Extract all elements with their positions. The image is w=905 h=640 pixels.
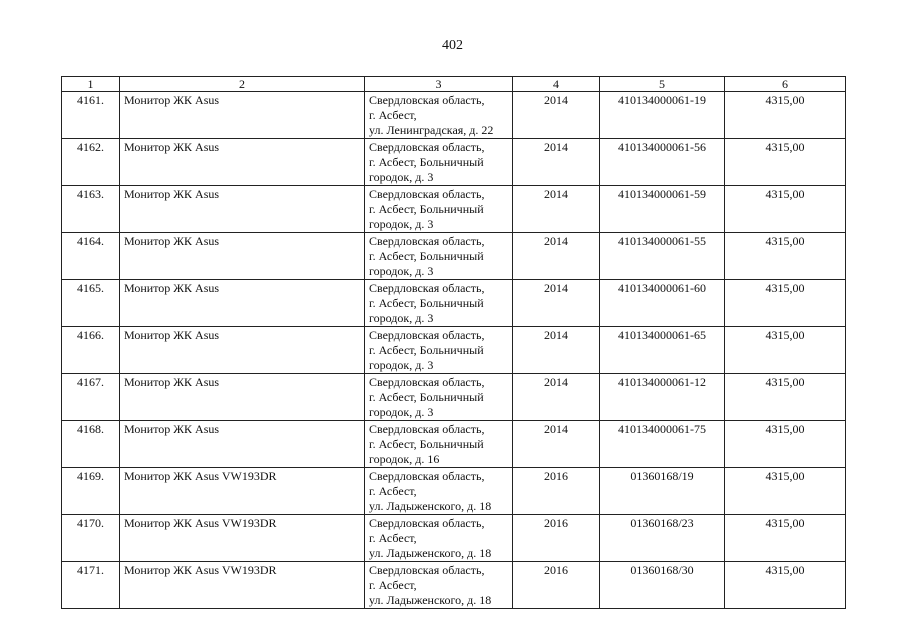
address-line-city: г. Асбест, [369, 578, 417, 592]
address-line-street: ул. Ладыженского, д. 18 [369, 593, 492, 607]
row-number: 4170. [62, 515, 120, 562]
item-year: 2014 [513, 186, 600, 233]
item-name: Монитор ЖК Asus [120, 139, 365, 186]
item-cost: 4315,00 [725, 515, 846, 562]
address-line-city: г. Асбест, Больничный [369, 249, 484, 263]
item-year: 2014 [513, 374, 600, 421]
address-line-street: городок, д. 3 [369, 170, 434, 184]
address-line-region: Свердловская область, [369, 422, 485, 436]
table-header [62, 77, 846, 92]
address-line-region: Свердловская область, [369, 375, 485, 389]
item-year: 2016 [513, 562, 600, 609]
column-header-5: 5 [600, 77, 725, 92]
item-year: 2014 [513, 233, 600, 280]
item-year: 2014 [513, 327, 600, 374]
address-line-street: городок, д. 3 [369, 358, 434, 372]
item-inventory-number: 410134000061-59 [600, 186, 725, 233]
column-header-1: 1 [62, 77, 120, 92]
item-name: Монитор ЖК Asus VW193DR [120, 515, 365, 562]
row-number: 4162. [62, 139, 120, 186]
row-number: 4169. [62, 468, 120, 515]
table-row [62, 421, 846, 468]
table-row [62, 233, 846, 280]
address-line-city: г. Асбест, [369, 108, 417, 122]
item-year: 2016 [513, 515, 600, 562]
item-name: Монитор ЖК Asus [120, 374, 365, 421]
table-body [62, 92, 846, 609]
item-address [365, 562, 513, 609]
table-row [62, 562, 846, 609]
item-cost: 4315,00 [725, 468, 846, 515]
item-inventory-number: 01360168/19 [600, 468, 725, 515]
row-number: 4167. [62, 374, 120, 421]
address-line-region: Свердловская область, [369, 281, 485, 295]
address-line-city: г. Асбест, [369, 531, 417, 545]
table-row [62, 186, 846, 233]
item-name: Монитор ЖК Asus VW193DR [120, 562, 365, 609]
address-line-region: Свердловская область, [369, 234, 485, 248]
row-number: 4161. [62, 92, 120, 139]
table-row [62, 515, 846, 562]
address-line-city: г. Асбест, Больничный [369, 437, 484, 451]
address-line-region: Свердловская область, [369, 187, 485, 201]
item-address [365, 515, 513, 562]
address-line-city: г. Асбест, Больничный [369, 155, 484, 169]
item-address [365, 327, 513, 374]
row-number: 4171. [62, 562, 120, 609]
item-name: Монитор ЖК Asus [120, 233, 365, 280]
item-address [365, 374, 513, 421]
address-line-street: городок, д. 3 [369, 217, 434, 231]
item-address [365, 280, 513, 327]
header-row [62, 77, 846, 92]
address-line-city: г. Асбест, Больничный [369, 343, 484, 357]
item-inventory-number: 410134000061-75 [600, 421, 725, 468]
item-address [365, 233, 513, 280]
item-name: Монитор ЖК Asus [120, 421, 365, 468]
address-line-region: Свердловская область, [369, 140, 485, 154]
item-inventory-number: 01360168/23 [600, 515, 725, 562]
table-row [62, 374, 846, 421]
address-line-region: Свердловская область, [369, 328, 485, 342]
table-row [62, 280, 846, 327]
item-cost: 4315,00 [725, 280, 846, 327]
address-line-street: городок, д. 3 [369, 311, 434, 325]
row-number: 4163. [62, 186, 120, 233]
item-inventory-number: 01360168/30 [600, 562, 725, 609]
item-inventory-number: 410134000061-12 [600, 374, 725, 421]
address-line-city: г. Асбест, Больничный [369, 296, 484, 310]
item-year: 2016 [513, 468, 600, 515]
address-line-street: ул. Ладыженского, д. 18 [369, 546, 492, 560]
address-line-street: городок, д. 3 [369, 264, 434, 278]
item-name: Монитор ЖК Asus [120, 92, 365, 139]
item-inventory-number: 410134000061-55 [600, 233, 725, 280]
table-row [62, 139, 846, 186]
column-header-3: 3 [365, 77, 513, 92]
item-cost: 4315,00 [725, 562, 846, 609]
row-number: 4165. [62, 280, 120, 327]
item-address [365, 468, 513, 515]
table-row [62, 92, 846, 139]
address-line-region: Свердловская область, [369, 563, 485, 577]
asset-registry-table [61, 76, 846, 609]
item-inventory-number: 410134000061-56 [600, 139, 725, 186]
address-line-street: ул. Ладыженского, д. 18 [369, 499, 492, 513]
item-cost: 4315,00 [725, 139, 846, 186]
column-header-4: 4 [513, 77, 600, 92]
item-name: Монитор ЖК Asus [120, 280, 365, 327]
item-inventory-number: 410134000061-19 [600, 92, 725, 139]
item-address [365, 92, 513, 139]
address-line-region: Свердловская область, [369, 93, 485, 107]
item-name: Монитор ЖК Asus [120, 327, 365, 374]
address-line-city: г. Асбест, Больничный [369, 202, 484, 216]
table-row [62, 327, 846, 374]
table-row [62, 468, 846, 515]
item-inventory-number: 410134000061-60 [600, 280, 725, 327]
address-line-street: городок, д. 16 [369, 452, 440, 466]
row-number: 4164. [62, 233, 120, 280]
address-line-region: Свердловская область, [369, 469, 485, 483]
item-cost: 4315,00 [725, 374, 846, 421]
page-number: 402 [442, 38, 463, 53]
row-number: 4166. [62, 327, 120, 374]
column-header-6: 6 [725, 77, 846, 92]
address-line-region: Свердловская область, [369, 516, 485, 530]
row-number: 4168. [62, 421, 120, 468]
address-line-street: городок, д. 3 [369, 405, 434, 419]
item-cost: 4315,00 [725, 421, 846, 468]
item-year: 2014 [513, 92, 600, 139]
item-address [365, 421, 513, 468]
item-address [365, 186, 513, 233]
item-address [365, 139, 513, 186]
item-year: 2014 [513, 421, 600, 468]
item-inventory-number: 410134000061-65 [600, 327, 725, 374]
item-year: 2014 [513, 280, 600, 327]
item-cost: 4315,00 [725, 186, 846, 233]
address-line-city: г. Асбест, [369, 484, 417, 498]
item-cost: 4315,00 [725, 92, 846, 139]
item-name: Монитор ЖК Asus VW193DR [120, 468, 365, 515]
address-line-city: г. Асбест, Больничный [369, 390, 484, 404]
column-header-2: 2 [120, 77, 365, 92]
item-cost: 4315,00 [725, 233, 846, 280]
item-cost: 4315,00 [725, 327, 846, 374]
address-line-street: ул. Ленинградская, д. 22 [369, 123, 494, 137]
item-year: 2014 [513, 139, 600, 186]
item-name: Монитор ЖК Asus [120, 186, 365, 233]
